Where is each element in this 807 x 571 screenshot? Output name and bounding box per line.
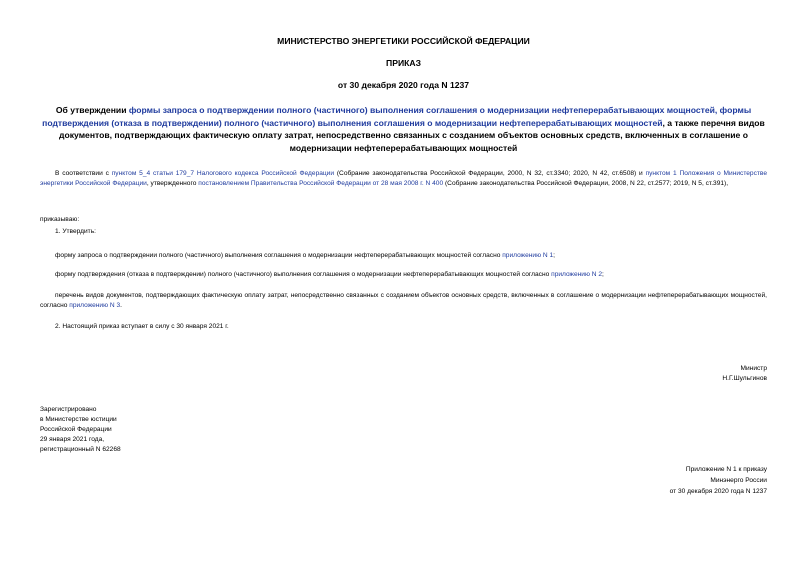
document-title [40,104,767,154]
appendix-heading-line: от 30 декабря 2020 года N 1237 [669,488,767,495]
appendix-1-link[interactable]: приложению N 1 [502,252,554,259]
subitem-2-text: форму подтверждения (отказа в подтверждении) полного (частичного) выполнения соглашения о модернизации нефтеперерабатывающих мощностей согласно [55,271,552,278]
tax-code-link[interactable]: пунктом 5_4 статьи 179_7 Налогового кодекса Российской Федерации [111,170,335,177]
subitem-2-end: ; [602,271,604,278]
registration-line: регистрационный N 62268 [40,446,121,453]
preamble-text-3: , утвержденного [146,180,199,187]
subitem-1-end: ; [553,252,555,259]
item-2: 2. Настоящий приказ вступает в силу с 30 января 2021 г. [55,323,229,330]
subitem-3-end: . [120,302,122,309]
title-link[interactable]: формы запроса о подтверждении полного (частичного) выполнения соглашения о модернизации нефтеперерабатывающих мощностей, формы подтверждения (отказа в подтверждении) полного (частичного) выполнения соглашения о модернизации нефтеперерабатывающих мощностей [42,105,752,128]
government-decree-link[interactable]: постановлением Правительства Российской Федерации от 28 мая 2008 г. N 400 [198,180,444,187]
preamble-text-4: (Собрание законодательства Российской Федерации, 2008, N 22, ст.2577; 2019, N 5, ст.391), [443,180,729,187]
regulation-link[interactable]: пунктом 1 Положения о Министерстве энергетики Российской Федерации [40,170,768,187]
appendix-3-link[interactable]: приложению N 3 [69,302,121,309]
ministry-heading: МИНИСТЕРСТВО ЭНЕРГЕТИКИ РОССИЙСКОЙ ФЕДЕРАЦИИ [277,36,530,46]
order-word: приказываю: [40,216,80,223]
signature-name: Н.Г.Шульгинов [722,375,767,382]
registration-line: в Министерстве юстиции [40,416,117,423]
doc-date-number: от 30 декабря 2020 года N 1237 [337,80,470,90]
subitem-form-request [55,251,555,261]
title-middle: , а также перечня видов документов, подтверждающих фактическую оплату затрат, непосредственно связанных с созданием объектов основных средств, включенных в соглашение о модернизации нефтеперерабатывающих мощностей [59,117,765,153]
subitem-document-list [40,291,767,311]
doc-type-heading: ПРИКАЗ [386,58,421,68]
subitem-3-text: перечень видов документов, подтверждающих фактическую оплату затрат, непосредственно связанных с созданием объектов основных средств, включенных в соглашение о модернизации нефтеперерабатывающих мощностей, согласно [40,292,767,309]
subitem-1-text: форму запроса о подтверждении полного (частичного) выполнения соглашения о модернизации нефтеперерабатывающих мощностей согласно [55,252,503,259]
registration-line: 29 января 2021 года, [40,436,105,443]
preamble-text-2: (Собрание законодательства Российской Федерации, 2000, N 32, ст.3340; 2020, N 42, ст.6508) и [334,170,646,177]
item-1: 1. Утвердить: [55,228,96,235]
appendix-2-link[interactable]: приложению N 2 [551,271,603,278]
appendix-heading-line: Минэнерго России [710,477,767,484]
subitem-form-confirmation [55,270,604,280]
signature-position: Министр [740,365,767,372]
registration-line: Зарегистрировано [40,406,97,413]
registration-line: Российской Федерации [40,426,112,433]
appendix-heading-line: Приложение N 1 к приказу [685,466,767,473]
preamble-paragraph [40,169,767,189]
title-prefix: Об утверждении [55,105,129,115]
preamble-text-1: В соответствии с [55,170,112,177]
